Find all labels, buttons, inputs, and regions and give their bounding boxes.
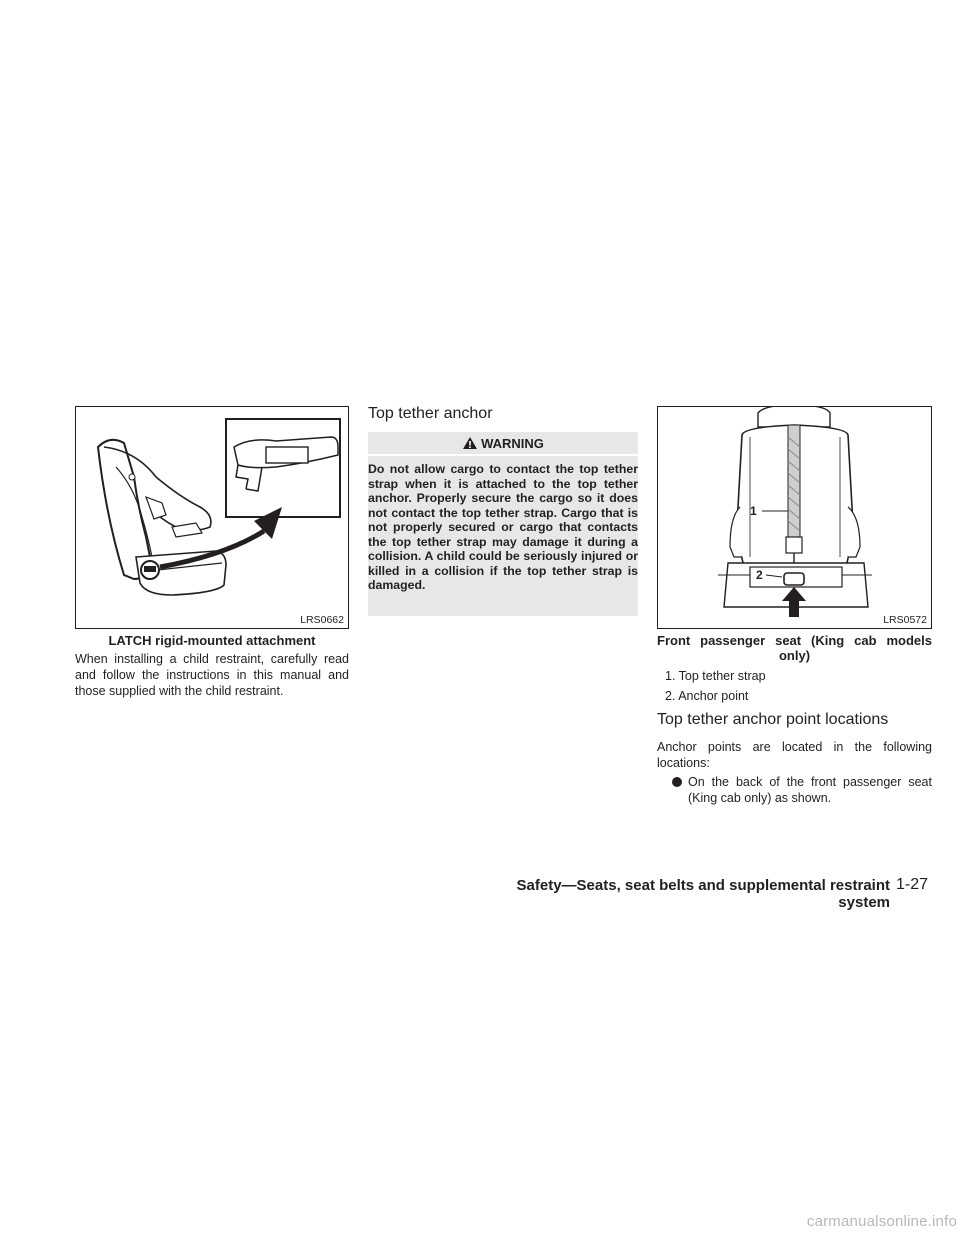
warning-text: Do not allow cargo to contact the top tether strap when it is attached to the top tether anchor. Properly secure the cargo so it does not contact the top tether strap. Cargo that is not properly secured or cargo that contacts the top tether strap may damage it during a collision. A child could be seriously injured or killed in a collision if the top tether strap is damaged. xyxy=(368,462,638,592)
section-heading: Top tether anchor point locations xyxy=(657,711,889,728)
passenger-seat-figure xyxy=(657,406,932,629)
seat-back-illustration xyxy=(658,407,931,628)
figure-caption: Front passenger seat (King cab models only) xyxy=(657,633,932,663)
figure-code: LRS0572 xyxy=(883,614,927,626)
callout-2-label: 2 xyxy=(756,568,763,582)
warning-header xyxy=(368,432,638,456)
callout-1-label: 1 xyxy=(750,504,757,518)
figure-code: LRS0662 xyxy=(300,614,344,626)
child-seat-illustration xyxy=(76,407,348,628)
footer-section-title: Safety—Seats, seat belts and supplemental restraint system xyxy=(516,877,890,911)
figure-caption: LATCH rigid-mounted attachment xyxy=(108,633,316,648)
watermark: carmanualsonline.info xyxy=(806,1213,957,1230)
intro-paragraph: When installing a child restraint, carefully read and follow the instructions in this manual and those supplied with the child restraint. xyxy=(75,652,349,698)
bullet-icon xyxy=(672,777,682,787)
section-heading: Top tether anchor xyxy=(368,405,493,422)
locations-paragraph: Anchor points are located in the following locations: xyxy=(657,740,932,770)
callout-list-item-2: 2. Anchor point xyxy=(665,689,749,703)
page-number: 1-27 xyxy=(896,876,929,893)
warning-title: WARNING xyxy=(481,435,544,451)
warning-triangle-icon xyxy=(462,436,478,450)
callout-list-item-1: 1. Top tether strap xyxy=(665,669,766,683)
latch-figure xyxy=(75,406,349,629)
bullet-text: On the back of the front passenger seat (King cab only) as shown. xyxy=(688,775,932,805)
bullet-item xyxy=(672,774,932,806)
warning-box xyxy=(368,432,638,616)
